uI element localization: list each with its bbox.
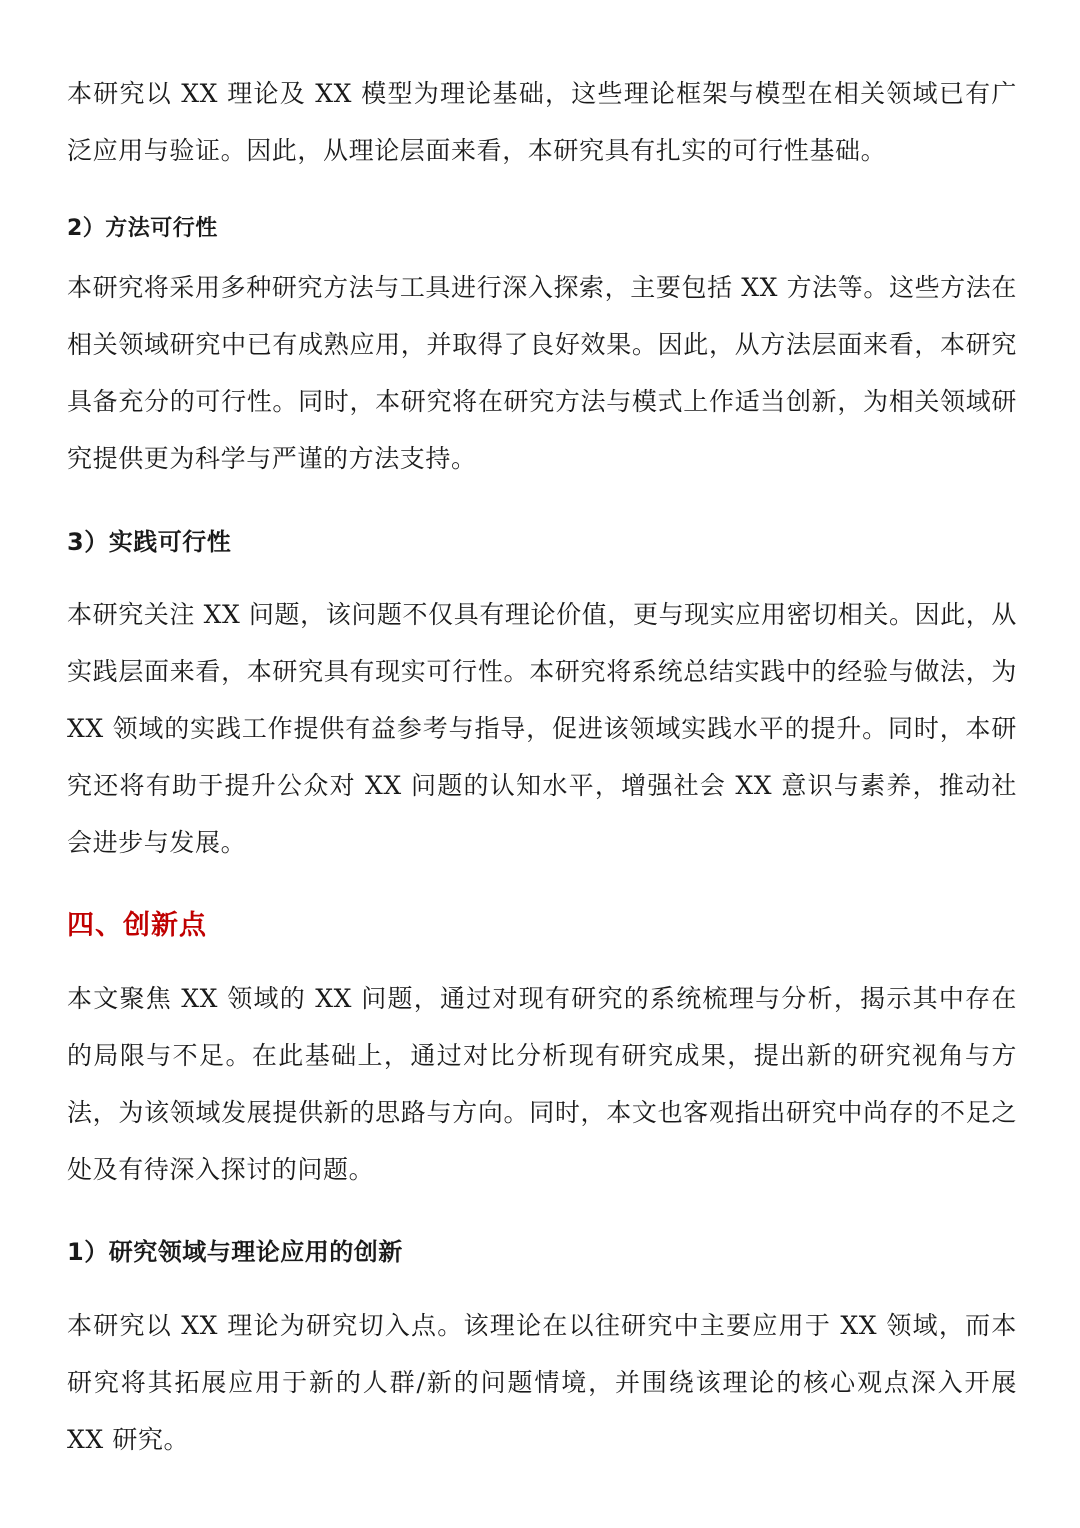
paragraph-innovation-summary: 本文聚焦 XX 领域的 XX 问题，通过对现有研究的系统梳理与分析，揭示其中存在的局限与不足。在此基础上，通过对比分析现有研究成果，提出新的研究视角与方法，为该领域发展提供新的思路与方向。同时，本文也客观指出研究中尚存的不足之处及有待深入探讨的问题。: [67, 984, 1017, 1184]
paragraph-theoretical-feasibility: 本研究以 XX 理论及 XX 模型为理论基础，这些理论框架与模型在相关领域已有广泛应用与验证。因此，从理论层面来看，本研究具有扎实的可行性基础。: [67, 79, 1017, 165]
heading-practice-feasibility: 3）实践可行性: [67, 528, 232, 556]
paragraph-field-theory-innovation: 本研究以 XX 理论为研究切入点。该理论在以往研究中主要应用于 XX 领域，而本研究将其拓展应用于新的人群/新的问题情境，并围绕该理论的核心观点深入开展 XX 研究。: [67, 1311, 1017, 1454]
paragraph-method-feasibility: 本研究将采用多种研究方法与工具进行深入探索，主要包括 XX 方法等。这些方法在相关领域研究中已有成熟应用，并取得了良好效果。因此，从方法层面来看，本研究具备充分的可行性。同时，本研究将在研究方法与模式上作适当创新，为相关领域研究提供更为科学与严谨的方法支持。: [67, 273, 1017, 473]
heading-field-theory-innovation: 1）研究领域与理论应用的创新: [67, 1238, 403, 1266]
heading-method-feasibility: 2）方法可行性: [67, 216, 218, 241]
paragraph-practice-feasibility: 本研究关注 XX 问题，该问题不仅具有理论价值，更与现实应用密切相关。因此，从实践层面来看，本研究具有现实可行性。本研究将系统总结实践中的经验与做法，为 XX 领域的实践工作提供有益参考与指导，促进该领域实践水平的提升。同时，本研究还将有助于提升公众对 XX 问题的认知水平，增强社会 XX 意识与素养，推动社会进步与发展。: [67, 600, 1017, 857]
section-heading-innovation: 四、创新点: [67, 910, 207, 941]
